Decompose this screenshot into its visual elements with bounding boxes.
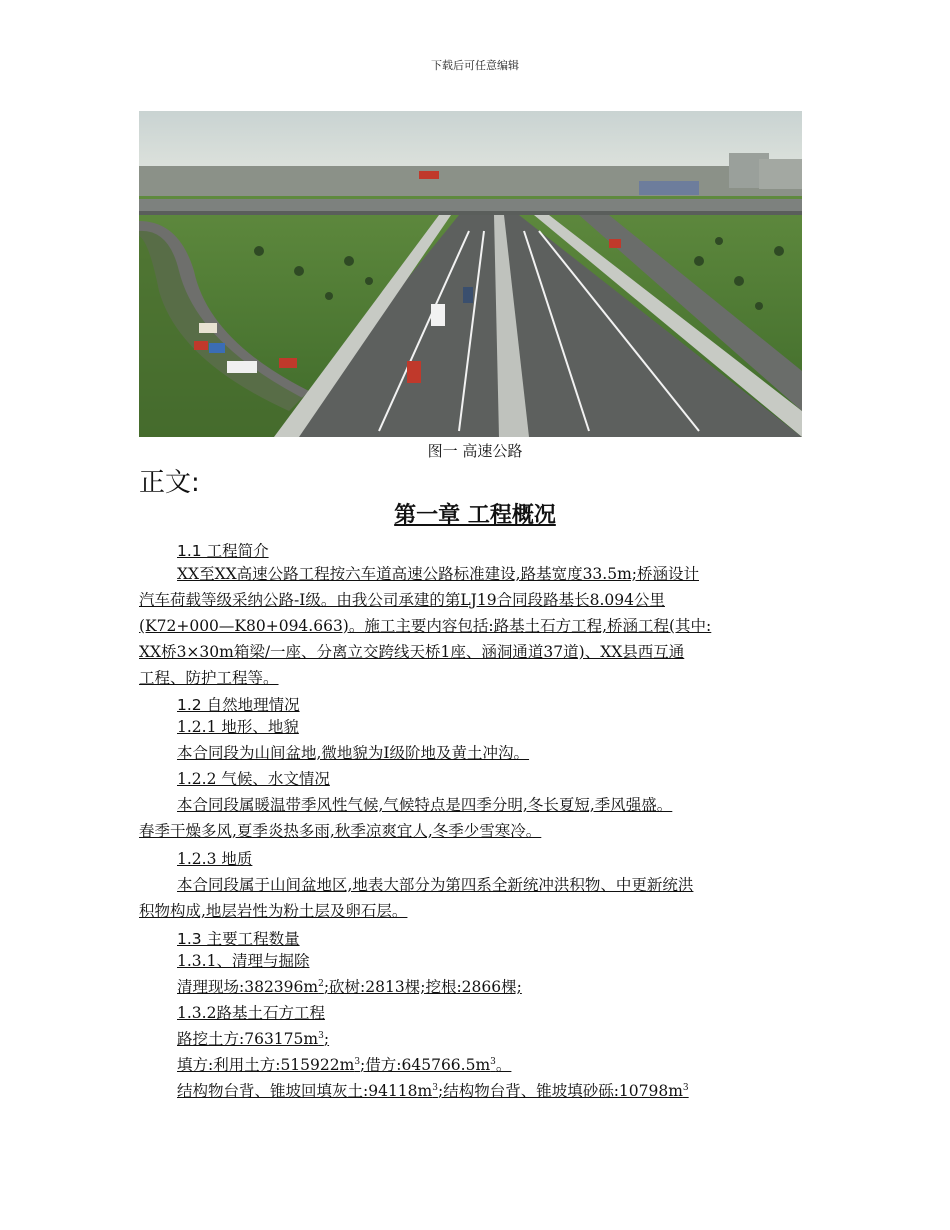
paragraph-line: 本合同段属暖温带季风性气候,气候特点是四季分明,冬长夏短,季风强盛。	[177, 796, 673, 814]
quantity-line-backfill: 结构物台背、锥坡回填灰土$:94118m^3$;结构物台背、锥坡填砂砾$:10798m^3$	[177, 1082, 689, 1100]
paragraph-line: 汽车荷载等级采纳公路-I级。由我公司承建的第LJ19合同段路基长8.094公里	[139, 591, 665, 609]
paragraph-line: XX桥3×30m箱梁/一座、分离立交跨线天桥1座、涵洞通道37道)、XX县西互通	[139, 643, 685, 661]
chapter-title: 第一章 工程概况	[394, 503, 556, 528]
subsection-heading-1-2-3: 1.2.3 地质	[177, 850, 253, 868]
subsection-heading-1-2-2: 1.2.2 气候、水文情况	[177, 770, 330, 788]
highway-photo	[139, 111, 802, 437]
page-header: 下载后可任意编辑	[431, 59, 519, 72]
paragraph-line: 本合同段为山间盆地,微地貌为I级阶地及黄土冲沟。	[177, 744, 530, 762]
section-heading-1-3: 1.3 主要工程数量	[177, 930, 300, 948]
paragraph-line: (K72+000—K80+094.663)。施工主要内容包括:路基土石方工程,桥涵工程(其中:	[139, 617, 712, 635]
quantity-line-clearing: 清理现场$:382396m^2$;砍树:2813棵;挖根:2866棵;	[177, 978, 522, 996]
quantity-line-excavation: 路挖土方$:763175m^3$;	[177, 1030, 330, 1048]
paragraph-line: 积物构成,地层岩性为粉土层及卵石层。	[139, 902, 408, 920]
paragraph-line: XX至XX高速公路工程按六车道高速公路标准建设,路基宽度33.5m;桥涵设计	[177, 565, 699, 583]
paragraph-line: 工程、防护工程等。	[139, 669, 279, 687]
highway-illustration	[139, 111, 802, 437]
body-title: 正文:	[139, 468, 200, 498]
figure-caption: 图一 高速公路	[427, 442, 523, 460]
paragraph-line: 本合同段属于山间盆地区,地表大部分为第四系全新统冲洪积物、中更新统洪	[177, 876, 694, 894]
subsection-heading-1-2-1: 1.2.1 地形、地貌	[177, 718, 299, 736]
section-heading-1-1: 1.1 工程简介	[177, 542, 269, 560]
section-heading-1-2: 1.2 自然地理情况	[177, 696, 300, 714]
paragraph-line: 春季干燥多风,夏季炎热多雨,秋季凉爽宜人,冬季少雪寒冷。	[139, 822, 542, 840]
subsection-heading-1-3-2: 1.3.2路基土石方工程	[177, 1004, 325, 1022]
quantity-line-fill: 填方:利用土方$:515922m^3$;借方$:645766.5m^3$。	[177, 1056, 512, 1074]
subsection-heading-1-3-1: 1.3.1、清理与掘除	[177, 952, 310, 970]
